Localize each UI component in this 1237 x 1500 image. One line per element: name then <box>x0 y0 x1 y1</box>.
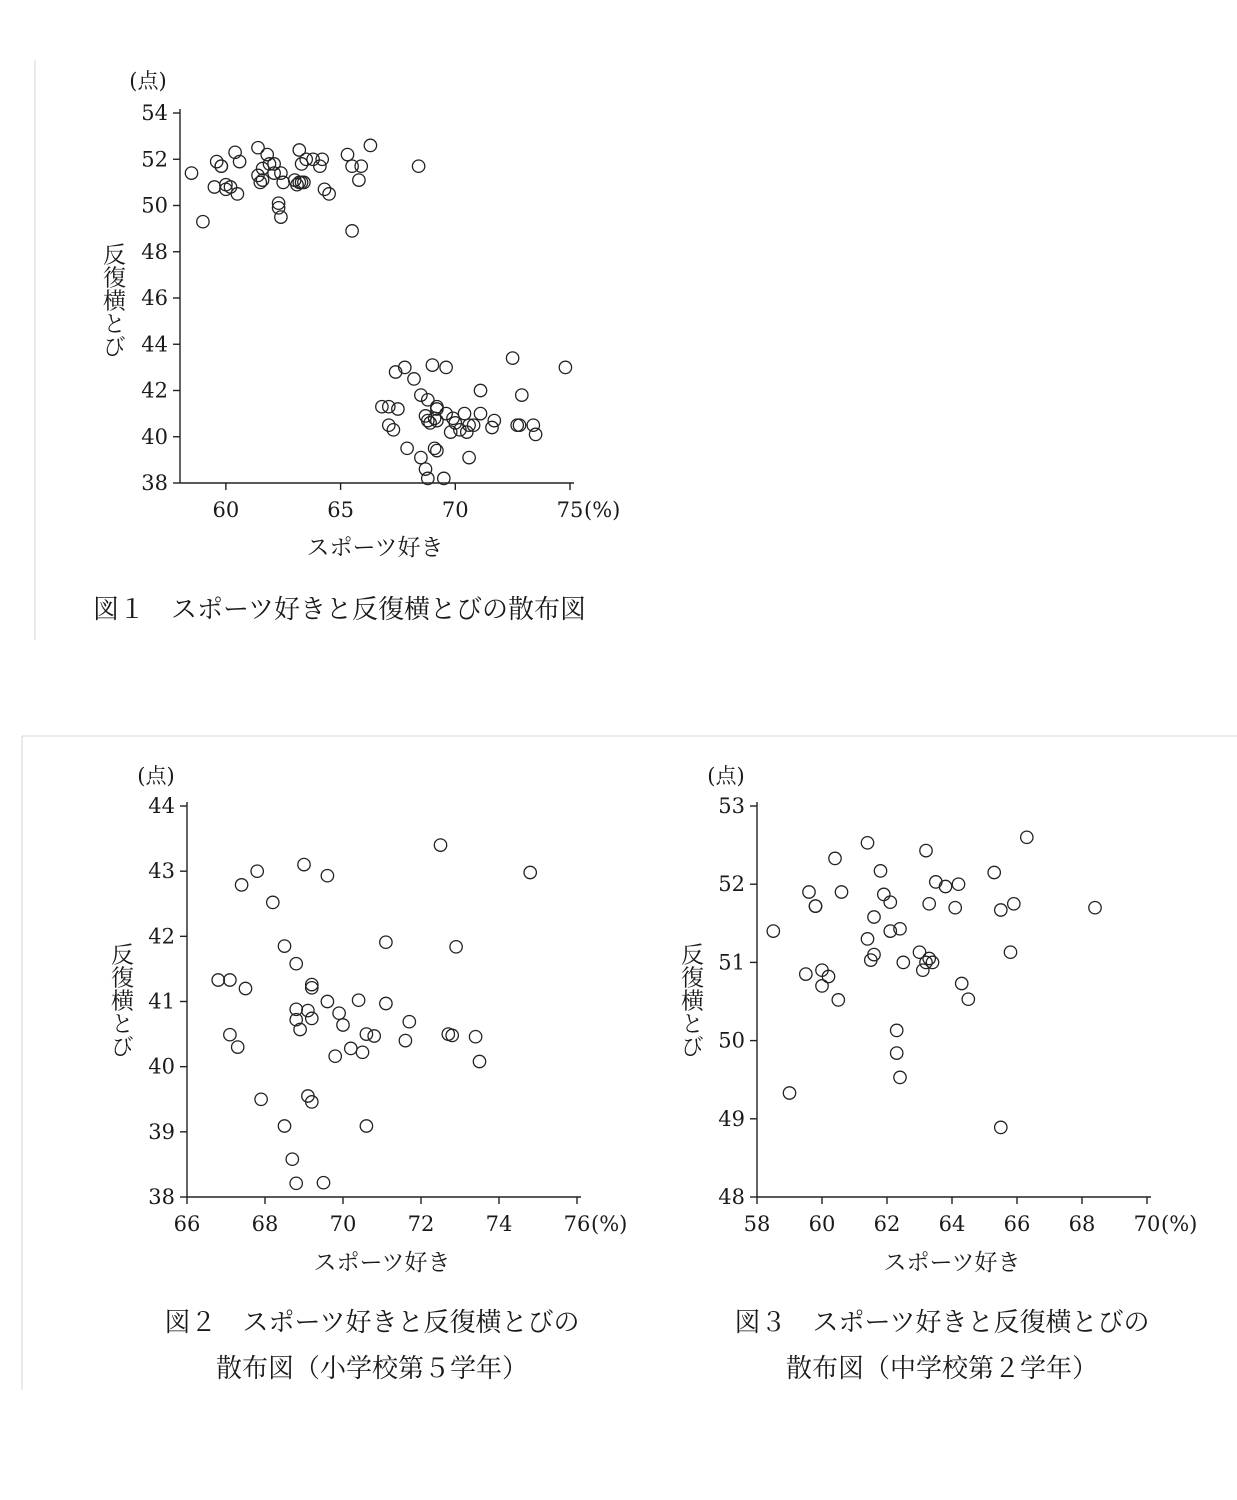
data-point <box>434 839 446 851</box>
x-tick-label: 70 <box>1133 1212 1161 1236</box>
y-tick-label: 40 <box>141 424 168 449</box>
data-point <box>352 994 364 1006</box>
data-point <box>440 361 452 373</box>
data-point <box>527 419 539 431</box>
data-point <box>278 940 290 952</box>
data-point <box>832 994 844 1006</box>
data-point <box>878 888 890 900</box>
data-point <box>364 139 376 151</box>
data-point <box>884 896 896 908</box>
data-point <box>346 225 358 237</box>
figure-caption: 図２ スポーツ好きと反復横とびの <box>164 1308 580 1338</box>
data-point <box>341 148 353 160</box>
data-point <box>891 1047 903 1059</box>
data-point <box>469 1031 481 1043</box>
figure-caption: 散布図（小学校第５学年） <box>215 1354 529 1384</box>
data-point <box>897 956 909 968</box>
data-point <box>529 428 541 440</box>
data-point <box>412 160 424 172</box>
y-tick-label: 50 <box>141 193 168 218</box>
data-point <box>861 933 873 945</box>
y-tick-label: 52 <box>718 872 745 897</box>
scatter-chart-fig1 <box>93 69 620 625</box>
y-tick-label: 48 <box>718 1185 745 1209</box>
data-point <box>559 361 571 373</box>
data-point <box>306 1012 318 1024</box>
data-point <box>290 1177 302 1189</box>
data-point <box>224 974 236 986</box>
data-point <box>278 1120 290 1132</box>
data-point <box>408 373 420 385</box>
data-point <box>185 167 197 179</box>
data-point <box>428 442 440 454</box>
data-point <box>368 1030 380 1042</box>
data-point <box>419 463 431 475</box>
x-unit-label: (%) <box>1161 1212 1198 1236</box>
x-tick-label: 64 <box>938 1212 966 1236</box>
data-point <box>962 993 974 1005</box>
data-point <box>803 886 815 898</box>
data-point <box>486 421 498 433</box>
data-point <box>302 1004 314 1016</box>
data-point <box>923 898 935 910</box>
data-point <box>286 1153 298 1165</box>
y-axis-label: 反復横とび <box>99 242 125 358</box>
data-point <box>930 876 942 888</box>
data-point <box>360 1028 372 1040</box>
data-point <box>353 174 365 186</box>
data-point <box>463 451 475 463</box>
data-point <box>1008 898 1020 910</box>
y-tick-label: 51 <box>718 950 745 975</box>
data-point <box>224 1029 236 1041</box>
data-point <box>816 980 828 992</box>
y-unit-label: (点) <box>707 764 745 788</box>
data-point <box>920 844 932 856</box>
data-point <box>767 925 779 937</box>
x-unit-label: (%) <box>591 1212 628 1236</box>
x-tick-label: 60 <box>212 498 240 522</box>
data-point <box>524 866 536 878</box>
figure-caption: 散布図（中学校第２学年） <box>785 1354 1099 1384</box>
x-axis-label: スポーツ好き <box>883 1250 1021 1276</box>
x-unit-label: (%) <box>584 498 621 522</box>
data-point <box>345 1042 357 1054</box>
data-point <box>329 1050 341 1062</box>
data-point <box>1004 946 1016 958</box>
y-tick-label: 42 <box>141 378 168 403</box>
data-point <box>488 414 500 426</box>
data-point <box>829 852 841 864</box>
x-tick-label: 62 <box>873 1212 901 1236</box>
x-tick-label: 68 <box>251 1212 279 1236</box>
data-point <box>988 866 1000 878</box>
y-tick-label: 53 <box>718 794 745 818</box>
data-point <box>894 1071 906 1083</box>
data-point <box>380 997 392 1009</box>
data-point <box>275 211 287 223</box>
y-tick-label: 50 <box>718 1028 745 1053</box>
x-tick-label: 66 <box>1003 1212 1031 1236</box>
data-point <box>835 886 847 898</box>
data-point <box>995 1121 1007 1133</box>
data-point <box>891 1024 903 1036</box>
data-point <box>235 879 247 891</box>
data-point <box>403 1016 415 1028</box>
data-point <box>208 181 220 193</box>
data-point <box>392 403 404 415</box>
data-point <box>197 216 209 228</box>
x-tick-label: 75 <box>556 498 584 522</box>
data-point <box>399 1034 411 1046</box>
data-point <box>360 1120 372 1132</box>
data-point <box>376 401 388 413</box>
data-point <box>290 958 302 970</box>
data-point <box>224 181 236 193</box>
y-tick-label: 38 <box>148 1185 175 1209</box>
data-point <box>252 142 264 154</box>
data-point <box>383 401 395 413</box>
data-point <box>277 176 289 188</box>
y-axis-label: 反復横とび <box>107 942 133 1058</box>
data-point <box>316 153 328 165</box>
data-point <box>239 982 251 994</box>
y-unit-label: (点) <box>137 764 175 788</box>
x-tick-label: 72 <box>407 1212 435 1236</box>
x-tick-label: 60 <box>808 1212 836 1236</box>
y-tick-label: 42 <box>148 924 175 949</box>
x-axis-label: スポーツ好き <box>313 1250 451 1276</box>
data-point <box>995 904 1007 916</box>
data-point <box>431 444 443 456</box>
y-tick-label: 46 <box>141 286 168 310</box>
x-tick-label: 66 <box>173 1212 201 1236</box>
data-point <box>337 1019 349 1031</box>
data-point <box>321 995 333 1007</box>
x-axis-label: スポーツ好き <box>306 535 444 561</box>
y-tick-label: 48 <box>141 239 168 264</box>
y-tick-label: 49 <box>718 1106 745 1131</box>
data-point <box>254 176 266 188</box>
data-point <box>800 968 812 980</box>
data-point <box>317 1177 329 1189</box>
y-tick-label: 52 <box>141 147 168 172</box>
data-point <box>458 407 470 419</box>
data-point <box>232 1041 244 1053</box>
y-tick-label: 54 <box>141 101 168 125</box>
data-point <box>321 870 333 882</box>
data-point <box>939 880 951 892</box>
y-tick-label: 41 <box>148 989 175 1014</box>
x-tick-label: 70 <box>329 1212 357 1236</box>
data-point <box>861 837 873 849</box>
data-point <box>956 977 968 989</box>
x-tick-label: 68 <box>1068 1212 1096 1236</box>
data-point <box>952 878 964 890</box>
y-unit-label: (点) <box>129 69 167 93</box>
data-point <box>474 384 486 396</box>
data-point <box>333 1007 345 1019</box>
y-tick-label: 40 <box>148 1054 175 1079</box>
data-point <box>461 426 473 438</box>
data-point <box>809 900 821 912</box>
data-point <box>446 1029 458 1041</box>
data-point <box>426 359 438 371</box>
x-tick-label: 70 <box>441 498 469 522</box>
data-point <box>506 352 518 364</box>
data-point <box>314 160 326 172</box>
data-point <box>231 188 243 200</box>
data-point <box>1089 902 1101 914</box>
data-point <box>401 442 413 454</box>
data-point <box>923 952 935 964</box>
data-point <box>431 414 443 426</box>
data-point <box>474 407 486 419</box>
y-tick-label: 43 <box>148 859 175 884</box>
x-tick-label: 74 <box>485 1212 513 1236</box>
data-point <box>256 162 268 174</box>
data-point <box>306 982 318 994</box>
data-point <box>473 1055 485 1067</box>
data-point <box>255 1093 267 1105</box>
data-point <box>874 865 886 877</box>
y-tick-label: 44 <box>141 332 168 357</box>
scatter-chart-fig3 <box>677 764 1197 1384</box>
x-tick-label: 58 <box>743 1212 771 1236</box>
data-point <box>415 389 427 401</box>
data-point <box>868 911 880 923</box>
y-tick-label: 44 <box>148 794 175 818</box>
data-point <box>356 1046 368 1058</box>
data-point <box>251 865 263 877</box>
data-point <box>949 902 961 914</box>
data-point <box>783 1087 795 1099</box>
data-point <box>516 389 528 401</box>
figure-caption: 図１ スポーツ好きと反復横とびの散布図 <box>93 595 586 625</box>
data-point <box>267 896 279 908</box>
y-tick-label: 38 <box>141 471 168 495</box>
data-point <box>450 941 462 953</box>
data-point <box>212 974 224 986</box>
figure-caption: 図３ スポーツ好きと反復横とびの <box>734 1308 1150 1338</box>
data-point <box>355 160 367 172</box>
data-point <box>415 451 427 463</box>
y-axis-label: 反復横とび <box>677 942 703 1058</box>
data-point <box>298 858 310 870</box>
scatter-chart-fig2 <box>107 764 627 1384</box>
data-point <box>1021 831 1033 843</box>
x-tick-label: 65 <box>327 498 354 522</box>
y-tick-label: 39 <box>148 1119 175 1144</box>
data-point <box>306 978 318 990</box>
data-point <box>380 936 392 948</box>
x-tick-label: 76 <box>563 1212 591 1236</box>
